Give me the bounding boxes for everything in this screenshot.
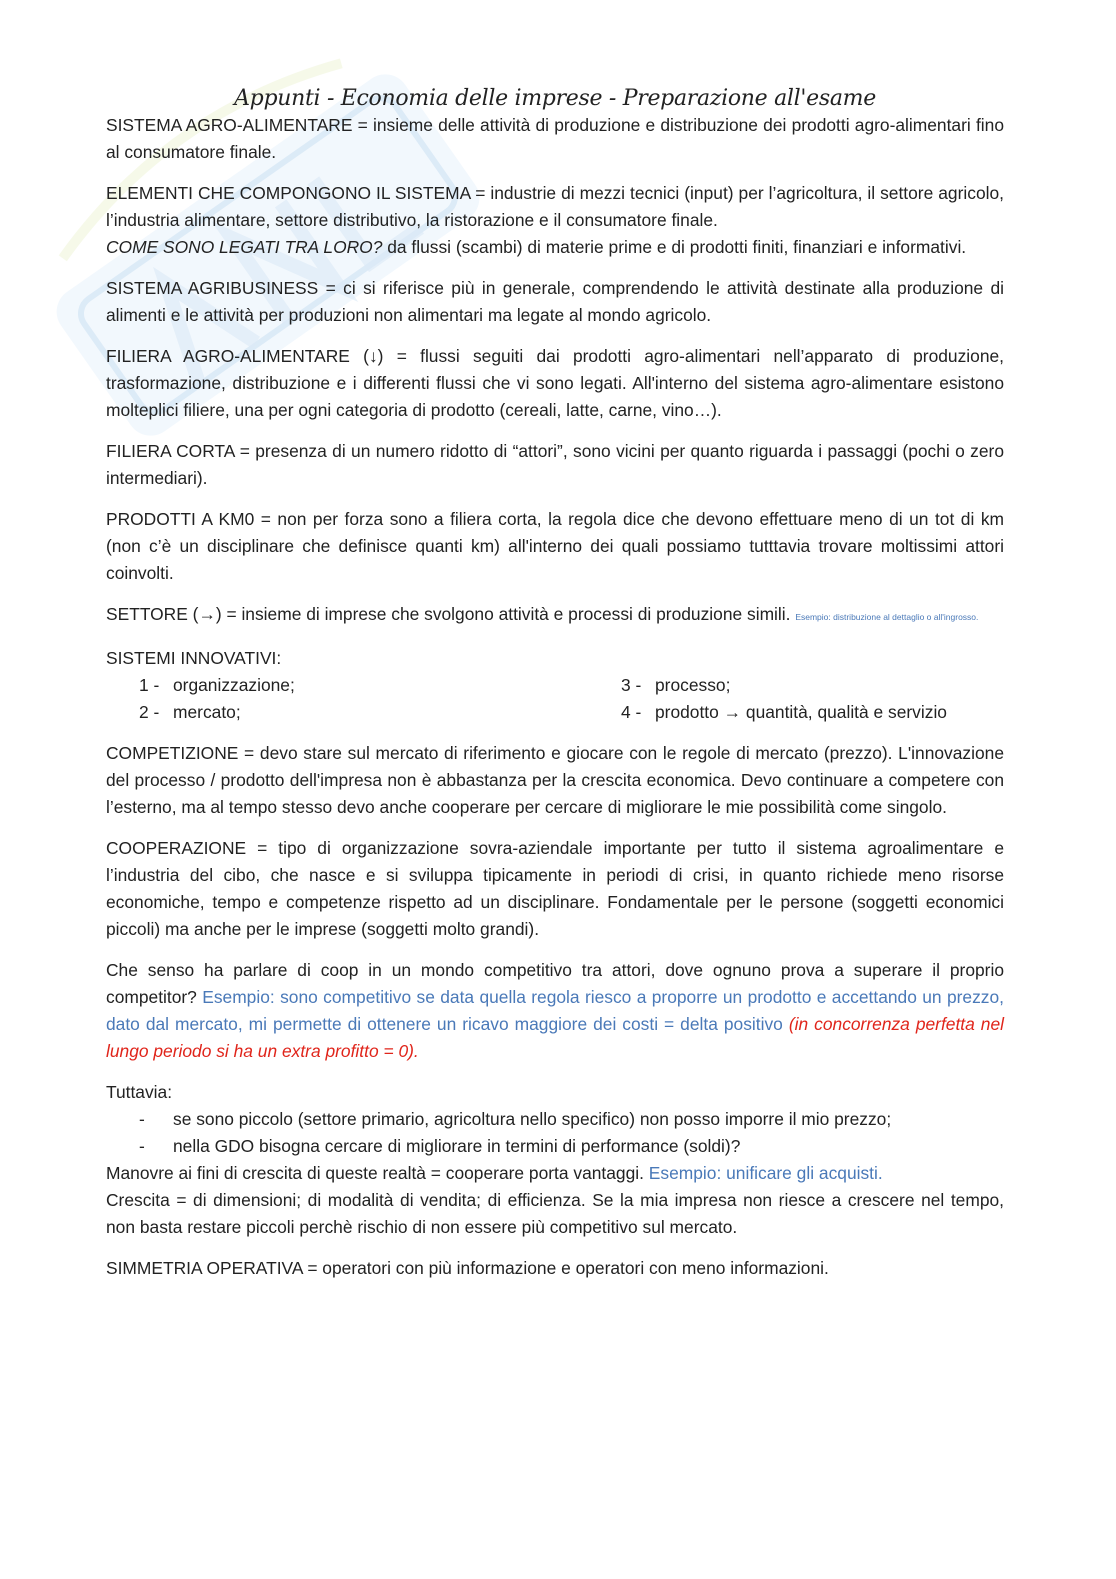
paragraph-km0 — [106, 506, 1004, 587]
list-label-text: prodotto — [655, 702, 719, 722]
definition: = industrie di mezzi tecnici (input) per l’agricoltura, il settore agricolo, l’industria alimentare, settore distributivo, la ristorazione e il consumatore finale. — [106, 183, 1004, 230]
term: SISTEMA AGRO-ALIMENTARE — [106, 115, 353, 135]
term: FILIERA CORTA — [106, 441, 235, 461]
answer: da flussi (scambi) di materie prime e di prodotti finiti, finanziari e informativi. — [382, 237, 967, 257]
list-item — [588, 672, 1004, 699]
paragraph-legami — [106, 234, 1004, 261]
term: PRODOTTI A KM0 — [106, 509, 255, 529]
term: COMPETIZIONE — [106, 743, 239, 763]
example-note: Esempio: distribuzione al dettaglio o all'ingrosso. — [795, 612, 979, 622]
list-label: organizzazione; — [173, 675, 295, 695]
term: SETTORE (→) — [106, 604, 222, 624]
tuttavia-list — [106, 1106, 1004, 1160]
paragraph-coop-senso — [106, 957, 1004, 1065]
term: COOPERAZIONE — [106, 838, 247, 858]
question-text: Che senso ha parlare di coop in un mondo competitivo tra attori, dove ognuno prova a superare il proprio competitor? — [106, 960, 1004, 1007]
definition: = tipo di organizzazione sovra-aziendale importante per tutto il sistema agroalimentare e l’industria del cibo, che nasce e si sviluppa tipicamente in periodi di crisi, in quanto richiede meno risorse economiche, tempo e competenze rispetto ad un disciplinare. Fondamentale per le persone (soggetti economici piccoli) ma anche per le imprese (soggetti molto grandi). — [106, 838, 1004, 939]
definition: = presenza di un numero ridotto di “attori”, sono vicini per quanto riguarda i passaggi (pochi o zero intermediari). — [106, 441, 1004, 488]
paragraph-elementi — [106, 180, 1004, 234]
tuttavia-heading: Tuttavia: — [106, 1082, 173, 1102]
innovativi-list — [106, 672, 1004, 726]
paragraph-manovre — [106, 1160, 1004, 1187]
paragraph-crescita: Crescita = di dimensioni; di modalità di vendita; di efficienza. Se la mia impresa non riesce a crescere nel tempo, non basta restare piccoli perchè rischio di non essere più competitivo sul mercato. — [106, 1190, 1004, 1237]
term: SIMMETRIA OPERATIVA — [106, 1258, 303, 1278]
document-page — [106, 86, 1004, 1296]
paragraph-cooperazione — [106, 835, 1004, 943]
list-number: 1 - — [139, 675, 160, 695]
term: SISTEMA AGRIBUSINESS — [106, 278, 319, 298]
definition: = devo stare sul mercato di riferimento e giocare con le regole di mercato (prezzo). L'innovazione del processo / prodotto dell'impresa non è abbastanza per la crescita economica. Devo continuare a competere con l’esterno, ma al tempo stesso devo anche cooperare per cercare di migliorare le mie possibilità come singolo. — [106, 743, 1004, 817]
list-label — [655, 699, 947, 726]
page-title: Appunti - Economia delle imprese - Preparazione all'esame — [234, 86, 876, 111]
definition: = insieme delle attività di produzione e distribuzione dei prodotti agro-alimentari fino al consumatore finale. — [106, 115, 1004, 162]
paragraph-agribusiness — [106, 275, 1004, 329]
definition: = insieme di imprese che svolgono attività e processi di produzione simili. — [221, 604, 791, 624]
list-number: 2 - — [139, 702, 160, 722]
paragraph-sistema-agroalimentare — [106, 112, 1004, 166]
definition: = non per forza sono a filiera corta, la regola dice che devono effettuare meno di un tot di km (non c’è un disciplinare che definisce quanti km) all'interno dei quali possiamo tutttavia trovare moltissimi attori coinvolti. — [106, 509, 1004, 583]
paragraph-settore — [106, 601, 1004, 631]
list-item — [106, 1133, 1004, 1160]
paragraph-simmetria — [106, 1255, 1004, 1282]
arrow-right-icon: → — [723, 702, 742, 722]
question: COME SONO LEGATI TRA LORO? — [106, 237, 383, 257]
definition: = flussi seguiti dai prodotti agro-alimentari nell’apparato di produzione, trasformazione, distribuzione e i differenti flussi che vi sono legati. All'interno del sistema agro-alimentare esistono molteplici filiere, una per ogni categoria di prodotto (cereali, latte, carne, vino…). — [106, 346, 1004, 420]
definition: = ci si riferisce più in generale, comprendendo le attività destinate alla produzione di alimenti e le attività per produzioni non alimentari ma legate al mondo agricolo. — [106, 278, 1004, 325]
list-item — [588, 699, 1004, 726]
list-item — [106, 672, 588, 699]
paragraph-filiera-corta — [106, 438, 1004, 492]
emphasis-text: (in concorrenza perfetta nel lungo periodo si ha un extra profitto = 0). — [106, 1014, 1005, 1061]
list-text: nella GDO bisogna cercare di migliorare in termini di performance (soldi)? — [173, 1136, 741, 1156]
list-number: 4 - — [621, 702, 642, 722]
list-item — [106, 1106, 1004, 1133]
list-label: mercato; — [173, 702, 241, 722]
term: ELEMENTI CHE COMPONGONO IL SISTEMA — [106, 183, 471, 203]
list-number: 3 - — [621, 675, 642, 695]
paragraph-filiera — [106, 343, 1004, 424]
list-text: se sono piccolo (settore primario, agricoltura nello specifico) non posso imporre il mio prezzo; — [173, 1109, 892, 1129]
paragraph-competizione — [106, 740, 1004, 821]
innovativi-heading: SISTEMI INNOVATIVI: — [106, 648, 282, 668]
list-label-extra: quantità, qualità e servizio — [741, 702, 947, 722]
list-item — [106, 699, 588, 726]
definition: = operatori con più informazione e operatori con meno informazioni. — [302, 1258, 829, 1278]
dash-bullet: - — [139, 1109, 145, 1129]
list-label: processo; — [655, 675, 731, 695]
manovre-text: Manovre ai fini di crescita di queste realtà = cooperare porta vantaggi. — [106, 1163, 649, 1183]
example-text: Esempio: unificare gli acquisti. — [648, 1163, 883, 1183]
example-text: Esempio: sono competitivo se data quella regola riesco a proporre un prodotto e accettando un prezzo, dato dal mercato, mi permette di ottenere un ricavo maggiore dei costi = delta positivo — [106, 987, 1004, 1034]
dash-bullet: - — [139, 1136, 145, 1156]
term: FILIERA AGRO-ALIMENTARE (↓) — [106, 346, 384, 366]
